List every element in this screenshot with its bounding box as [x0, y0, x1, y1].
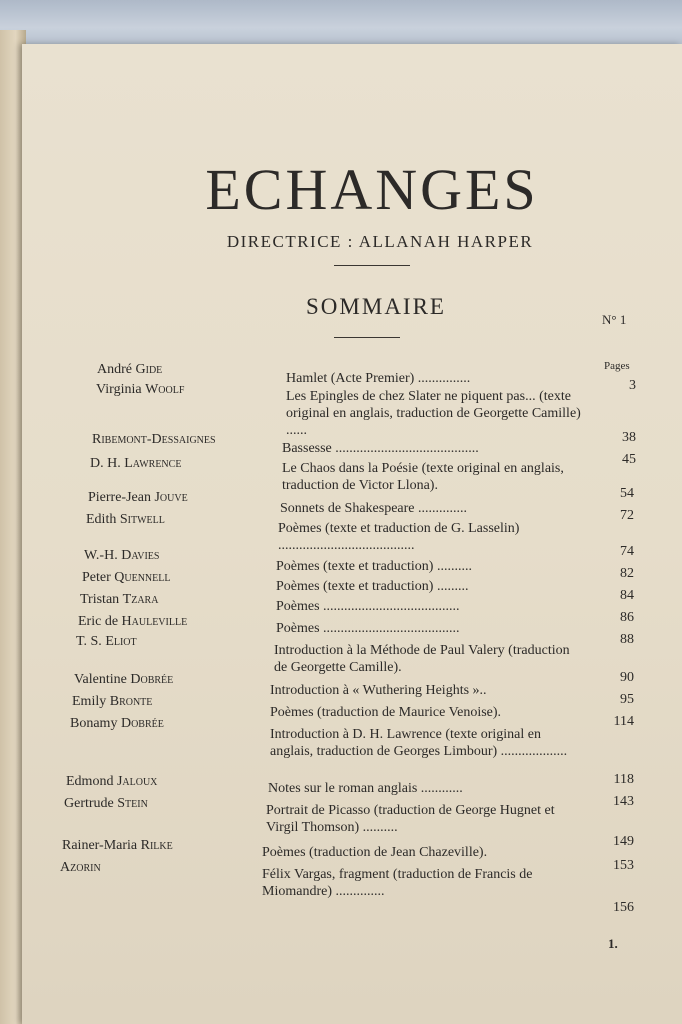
- author-entry: André Gide: [97, 362, 163, 377]
- author-entry: Valentine Dobrée: [74, 672, 174, 687]
- pages-column-label: Pages: [604, 360, 630, 372]
- work-title: Notes sur le roman anglais ............: [268, 781, 463, 796]
- page-number: 86: [620, 610, 634, 625]
- page-number: 74: [620, 544, 634, 559]
- author-entry: Edith Sitwell: [86, 512, 165, 527]
- author-entry: Peter Quennell: [82, 570, 171, 585]
- page-number: 38: [622, 430, 636, 445]
- page-number: 90: [620, 670, 634, 685]
- work-title: Introduction à la Méthode de Paul Valery (traduction de Georgette Camille).: [274, 643, 570, 675]
- magazine-title: ECHANGES: [205, 157, 539, 222]
- work-title: Hamlet (Acte Premier) ...............: [286, 371, 471, 386]
- folio-number: 1.: [608, 936, 618, 951]
- work-title: Poèmes .......................................: [276, 599, 460, 614]
- page-number: 156: [613, 900, 634, 915]
- work-title: Poèmes .......................................: [276, 621, 460, 636]
- work-title: Poèmes (traduction de Maurice Venoise).: [270, 705, 502, 720]
- page-number: 114: [613, 714, 634, 729]
- page-number: 95: [620, 692, 634, 707]
- work-title: Poèmes (texte et traduction) ..........: [276, 559, 472, 574]
- author-entry: Tristan Tzara: [80, 592, 159, 607]
- author-entry: Edmond Jaloux: [66, 774, 158, 789]
- work-title: Félix Vargas, fragment (traduction de Francis de Miomandre) ..............: [262, 867, 533, 899]
- author-entry: Gertrude Stein: [64, 796, 148, 811]
- work-title: Sonnets de Shakespeare ..............: [280, 501, 468, 516]
- author-entry: Virginia Woolf: [96, 382, 185, 397]
- work-title: Le Chaos dans la Poésie (texte original en anglais, traduction de Victor Llona).: [282, 461, 564, 493]
- work-title: Introduction à « Wuthering Heights »..: [270, 683, 487, 698]
- author-entry: T. S. Eliot: [76, 634, 137, 649]
- work-title: Poèmes (texte et traduction) .........: [276, 579, 469, 594]
- author-entry: Emily Bronte: [72, 694, 153, 709]
- sommaire-heading: SOMMAIRE: [306, 294, 446, 319]
- work-title: Les Epingles de chez Slater ne piquent pas... (texte original en anglais, traduction de Georgette Camille) ......: [286, 389, 581, 438]
- page-number: 72: [620, 508, 634, 523]
- author-entry: D. H. Lawrence: [90, 456, 182, 471]
- page-number: 143: [613, 794, 634, 809]
- page-number: 54: [620, 486, 634, 501]
- page-number: 149: [613, 834, 634, 849]
- author-entry: Pierre-Jean Jouve: [88, 490, 188, 505]
- work-title: Introduction à D. H. Lawrence (texte original en anglais, traduction de Georges Limbour) ...................: [270, 727, 568, 759]
- page-number: 88: [620, 632, 634, 647]
- page-number: 153: [613, 858, 634, 873]
- title-rule: [334, 265, 410, 266]
- work-title: Poèmes (texte et traduction de G. Lasselin) .......................................: [278, 521, 520, 553]
- issue-number: N° 1: [602, 312, 627, 327]
- book-page: [22, 44, 682, 1024]
- sommaire-rule: [334, 337, 400, 338]
- author-entry: Rainer-Maria Rilke: [62, 838, 173, 853]
- page-number: 45: [622, 452, 636, 467]
- author-entry: Eric de Hauleville: [78, 614, 188, 629]
- page-number: 118: [613, 772, 634, 787]
- author-entry: Bonamy Dobrée: [70, 716, 164, 731]
- director-line: DIRECTRICE : ALLANAH HARPER: [226, 232, 534, 251]
- page-number: 82: [620, 566, 634, 581]
- work-title: Poèmes (traduction de Jean Chazeville).: [262, 845, 488, 860]
- work-title: Portrait de Picasso (traduction de George Hugnet et Virgil Thomson) ..........: [266, 803, 555, 835]
- page-number: 3: [629, 378, 636, 393]
- page-number: 84: [620, 588, 634, 603]
- work-title: Bassesse .........................................: [282, 441, 479, 456]
- author-entry: Ribemont-Dessaignes: [92, 432, 216, 447]
- author-entry: Azorin: [60, 860, 101, 875]
- author-entry: W.-H. Davies: [84, 548, 160, 563]
